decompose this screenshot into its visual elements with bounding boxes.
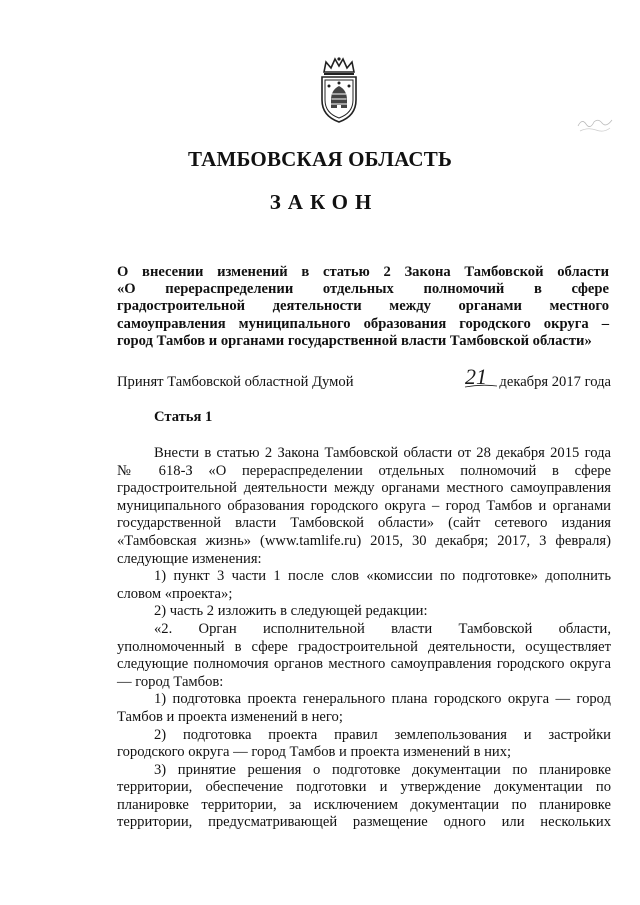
- body-line: городского округа — город Тамбов и проекта изменений в них;: [117, 744, 512, 761]
- body-line: 2) часть 2 изложить в следующей редакции:: [154, 603, 428, 620]
- article-heading: Статья 1: [154, 409, 213, 425]
- adoption-day-handwritten: [463, 364, 501, 390]
- title-line: градостроительной деятельности между органами местного: [117, 298, 609, 315]
- adopted-by-text: Принят Тамбовской областной Думой: [117, 374, 354, 390]
- body-line: 1) пункт 3 части 1 после слов «комиссии по подготовке» дополнить: [154, 568, 611, 585]
- title-line: город Тамбов и органами государственной власти Тамбовской области»: [117, 332, 592, 349]
- body-line: Тамбов и проекта изменений в него;: [117, 708, 343, 725]
- adoption-line: [117, 364, 611, 392]
- adoption-date-text: декабря 2017 года: [499, 374, 611, 390]
- coat-of-arms-icon: [314, 56, 364, 124]
- body-line: государственной власти Тамбовской области» (сайт сетевого издания: [117, 515, 611, 532]
- body-line: 2) подготовка проекта правил землепользования и застройки: [154, 726, 611, 743]
- adoption-day-value: 21: [465, 364, 487, 389]
- title-line: «О перераспределении отдельных полномочий в сфере: [117, 281, 609, 298]
- body-line: 1) подготовка проекта генерального плана городского округа — город: [154, 691, 611, 708]
- title-line: О внесении изменений в статью 2 Закона Тамбовской области: [117, 264, 609, 280]
- body-line: уполномоченный в сфере градостроительной деятельности, осуществляет: [117, 638, 611, 655]
- body-line: муниципального образования городского округа – город Тамбов и органами: [117, 497, 611, 514]
- body-line: «2. Орган исполнительной власти Тамбовской области,: [154, 620, 611, 637]
- document-type-title: ЗАКОН: [269, 190, 379, 214]
- body-line: территории, обеспечение подготовки и утверждение документации по: [117, 779, 611, 796]
- body-line: 3) принятие решения о подготовке документации по планировке: [154, 761, 611, 778]
- body-line: словом «проекта»;: [117, 585, 233, 602]
- law-amendment-title: [117, 264, 609, 350]
- handwritten-day-icon: [463, 364, 501, 390]
- body-line: № 618-З «О перераспределении отдельных полномочий в сфере: [117, 462, 611, 479]
- body-line: территории, предусматривающей размещение одного или нескольких: [117, 814, 611, 831]
- body-line: — город Тамбов:: [117, 673, 224, 690]
- body-line: Внести в статью 2 Закона Тамбовской области от 28 декабря 2015 года: [154, 445, 611, 461]
- body-line: «Тамбовская жизнь» (www.tamlife.ru) 2015, 30 декабря; 2017, 3 февраля): [117, 532, 611, 549]
- body-line: планировке территории, за исключением документации по планировке: [117, 796, 611, 813]
- body-line: градостроительной деятельности между органами местного самоуправления: [117, 480, 611, 497]
- region-title: ТАМБОВСКАЯ ОБЛАСТЬ: [187, 147, 453, 171]
- handwritten-mark-icon: [576, 112, 616, 134]
- title-line: самоуправления муниципального образования городского округа –: [117, 315, 609, 332]
- article-body: [117, 445, 611, 832]
- body-line: следующие изменения:: [117, 550, 262, 567]
- body-line: следующие полномочия органов местного самоуправления городского округа: [117, 656, 611, 673]
